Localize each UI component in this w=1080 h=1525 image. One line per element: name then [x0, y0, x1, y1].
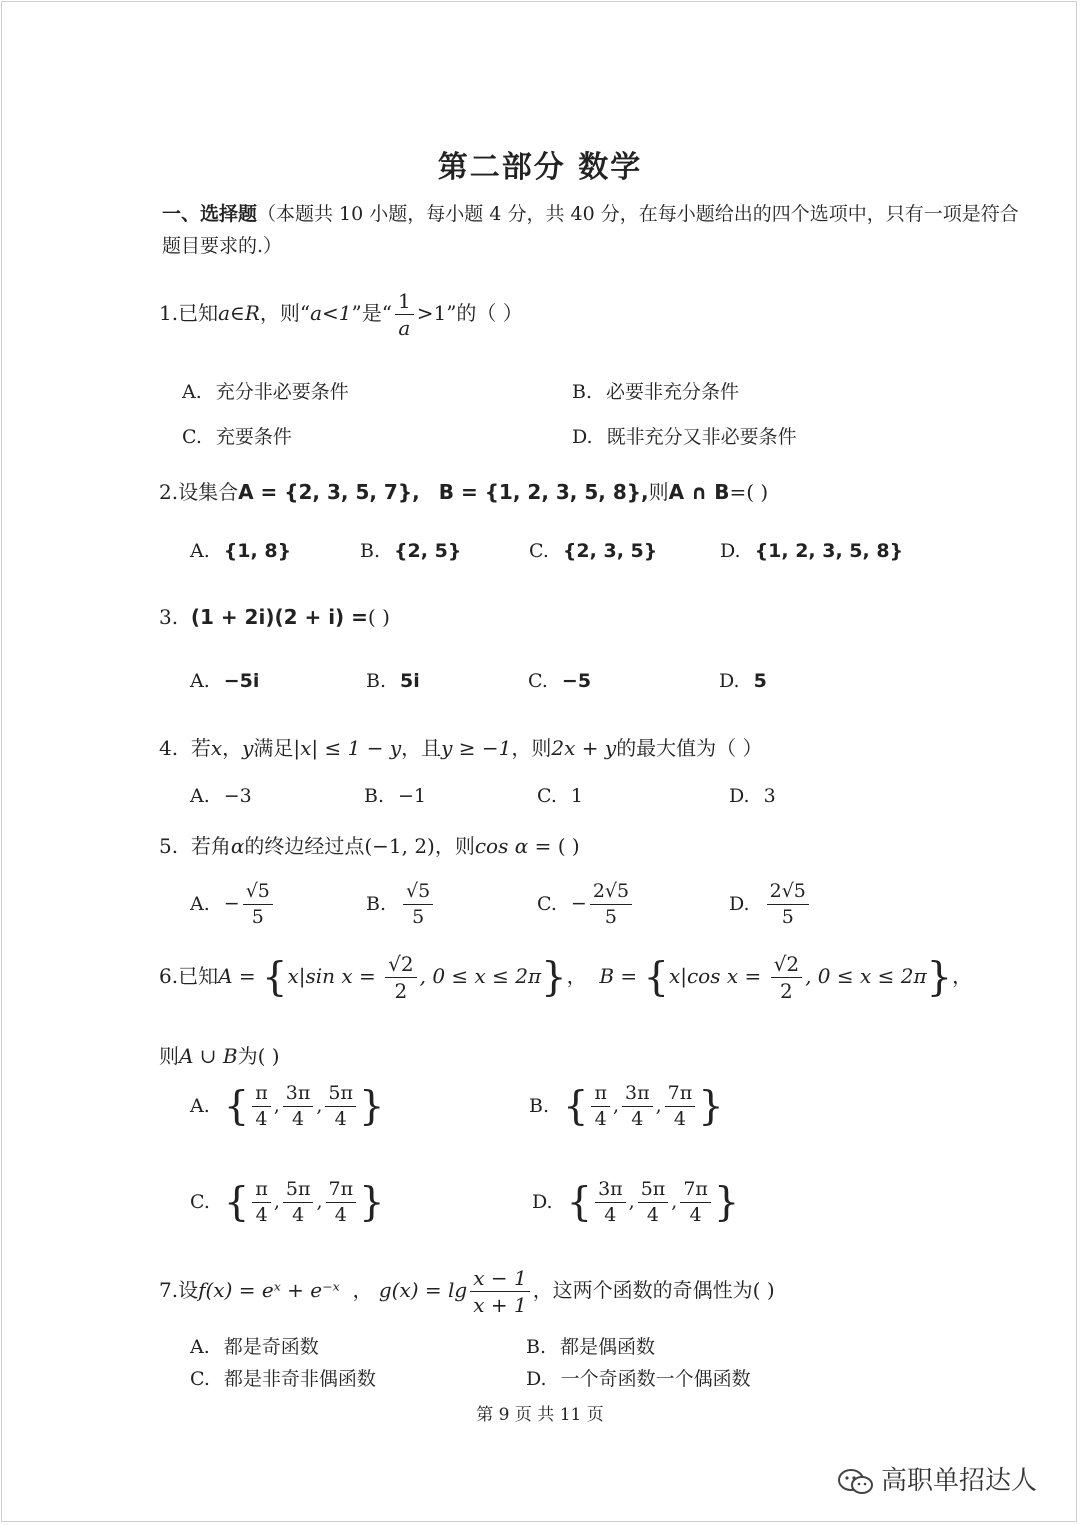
q5-option-c: C. − $\frac{2√5}{5}$ [537, 882, 635, 927]
q6-option-c: C. { $\frac{\pi}{4}$ , $\frac{5\pi}{4}$ , $\frac{7\pi}{4}$ } [190, 1178, 385, 1226]
q6-option-a: A. { $\frac{\pi}{4}$ , $\frac{3\pi}{4}$ , $\frac{5\pi}{4}$ } [190, 1082, 385, 1130]
q5-option-b: B. $\frac{√5}{5}$ [366, 882, 436, 927]
q3-option-c: C. −5 [528, 670, 592, 692]
question-6-line2: 则A ∪ B为( ) [159, 1044, 280, 1068]
q3-option-a: A. −5i [190, 670, 260, 692]
q5-option-a: A. − $\frac{√5}{5}$ [190, 882, 276, 927]
q3-option-b: B. 5i [366, 670, 420, 692]
q2-option-a: A. {1, 8} [190, 540, 292, 562]
q7-option-a: A. 都是奇函数 [190, 1336, 319, 1358]
section-instructions [162, 198, 1022, 262]
question-7-stem: 7.设f(x) = eˣ + e⁻ˣ ， g(x) = lg $\frac{x - 1}{x + 1}$ ，这两个函数的奇偶性为( ) [159, 1266, 775, 1317]
question-2-stem: 2.设集合A = {2, 3, 5, 7}, B = {1, 2, 3, 5, 8},则A ∩ B=( ) [159, 480, 769, 504]
page-title: 第二部分 数学 [437, 150, 643, 185]
wechat-icon [837, 1468, 875, 1496]
q4-option-a: A. −3 [190, 785, 252, 807]
q1-option-b: B. 必要非充分条件 [572, 381, 740, 403]
q1-option-a: A. 充分非必要条件 [182, 381, 349, 403]
q7-option-c: C. 都是非奇非偶函数 [190, 1368, 376, 1390]
section-heading: 一、选择题 [162, 203, 258, 225]
q3-option-d: D. 5 [719, 670, 767, 692]
question-5-stem: 5. 若角α的终边经过点(−1, 2)，则cos α = ( ) [159, 834, 580, 858]
fraction: $\frac{1}{a}$ [395, 291, 414, 338]
q2-option-d: D. {1, 2, 3, 5, 8} [720, 540, 904, 562]
page-footer: 第 9 页 共 11 页 [476, 1405, 604, 1425]
watermark-text: 高职单招达人 [881, 1466, 1038, 1496]
question-1-stem: 1.已知a∈R，则“a<1”是“ $\frac{1}{a}$ >1”的（ ） [159, 289, 523, 340]
section-text: （本题共 10 小题，每小题 4 分，共 40 分，在每小题给出的四个选项中，只有一项是符合题目要求的.） [162, 203, 1019, 257]
q2-option-c: C. {2, 3, 5} [529, 540, 658, 562]
q1-option-c: C. 充要条件 [182, 426, 292, 448]
watermark [837, 1460, 1037, 1497]
q6-option-d: D. { $\frac{3\pi}{4}$ , $\frac{5\pi}{4}$ , $\frac{7\pi}{4}$ } [532, 1178, 740, 1226]
q7-option-d: D. 一个奇函数一个偶函数 [526, 1368, 751, 1390]
question-4-stem: 4. 若x，y满足|x| ≤ 1 − y，且y ≥ −1，则2x + y的最大值为（ ） [159, 736, 763, 760]
q5-option-d: D. $\frac{2√5}{5}$ [729, 882, 812, 927]
q1-option-d: D. 既非充分又非必要条件 [572, 426, 797, 448]
q4-option-b: B. −1 [364, 785, 427, 807]
q4-option-c: C. 1 [537, 785, 583, 807]
q6-option-b: B. { $\frac{\pi}{4}$ , $\frac{3\pi}{4}$ , $\frac{7\pi}{4}$ } [529, 1082, 724, 1130]
question-3-stem: 3. (1 + 2i)(2 + i) =( ) [159, 605, 390, 629]
q7-option-b: B. 都是偶函数 [526, 1336, 656, 1358]
question-6-stem: 6.已知A = {x|sin x = $\frac{√2}{2}$ , 0 ≤ x ≤ 2π}， B = {x|cos x = $\frac{√2}{2}$ , 0 ≤ x ≤ 2π}， [159, 952, 973, 1003]
q2-option-b: B. {2, 5} [360, 540, 462, 562]
q4-option-d: D. 3 [729, 785, 776, 807]
exam-page [1, 1, 1077, 1522]
